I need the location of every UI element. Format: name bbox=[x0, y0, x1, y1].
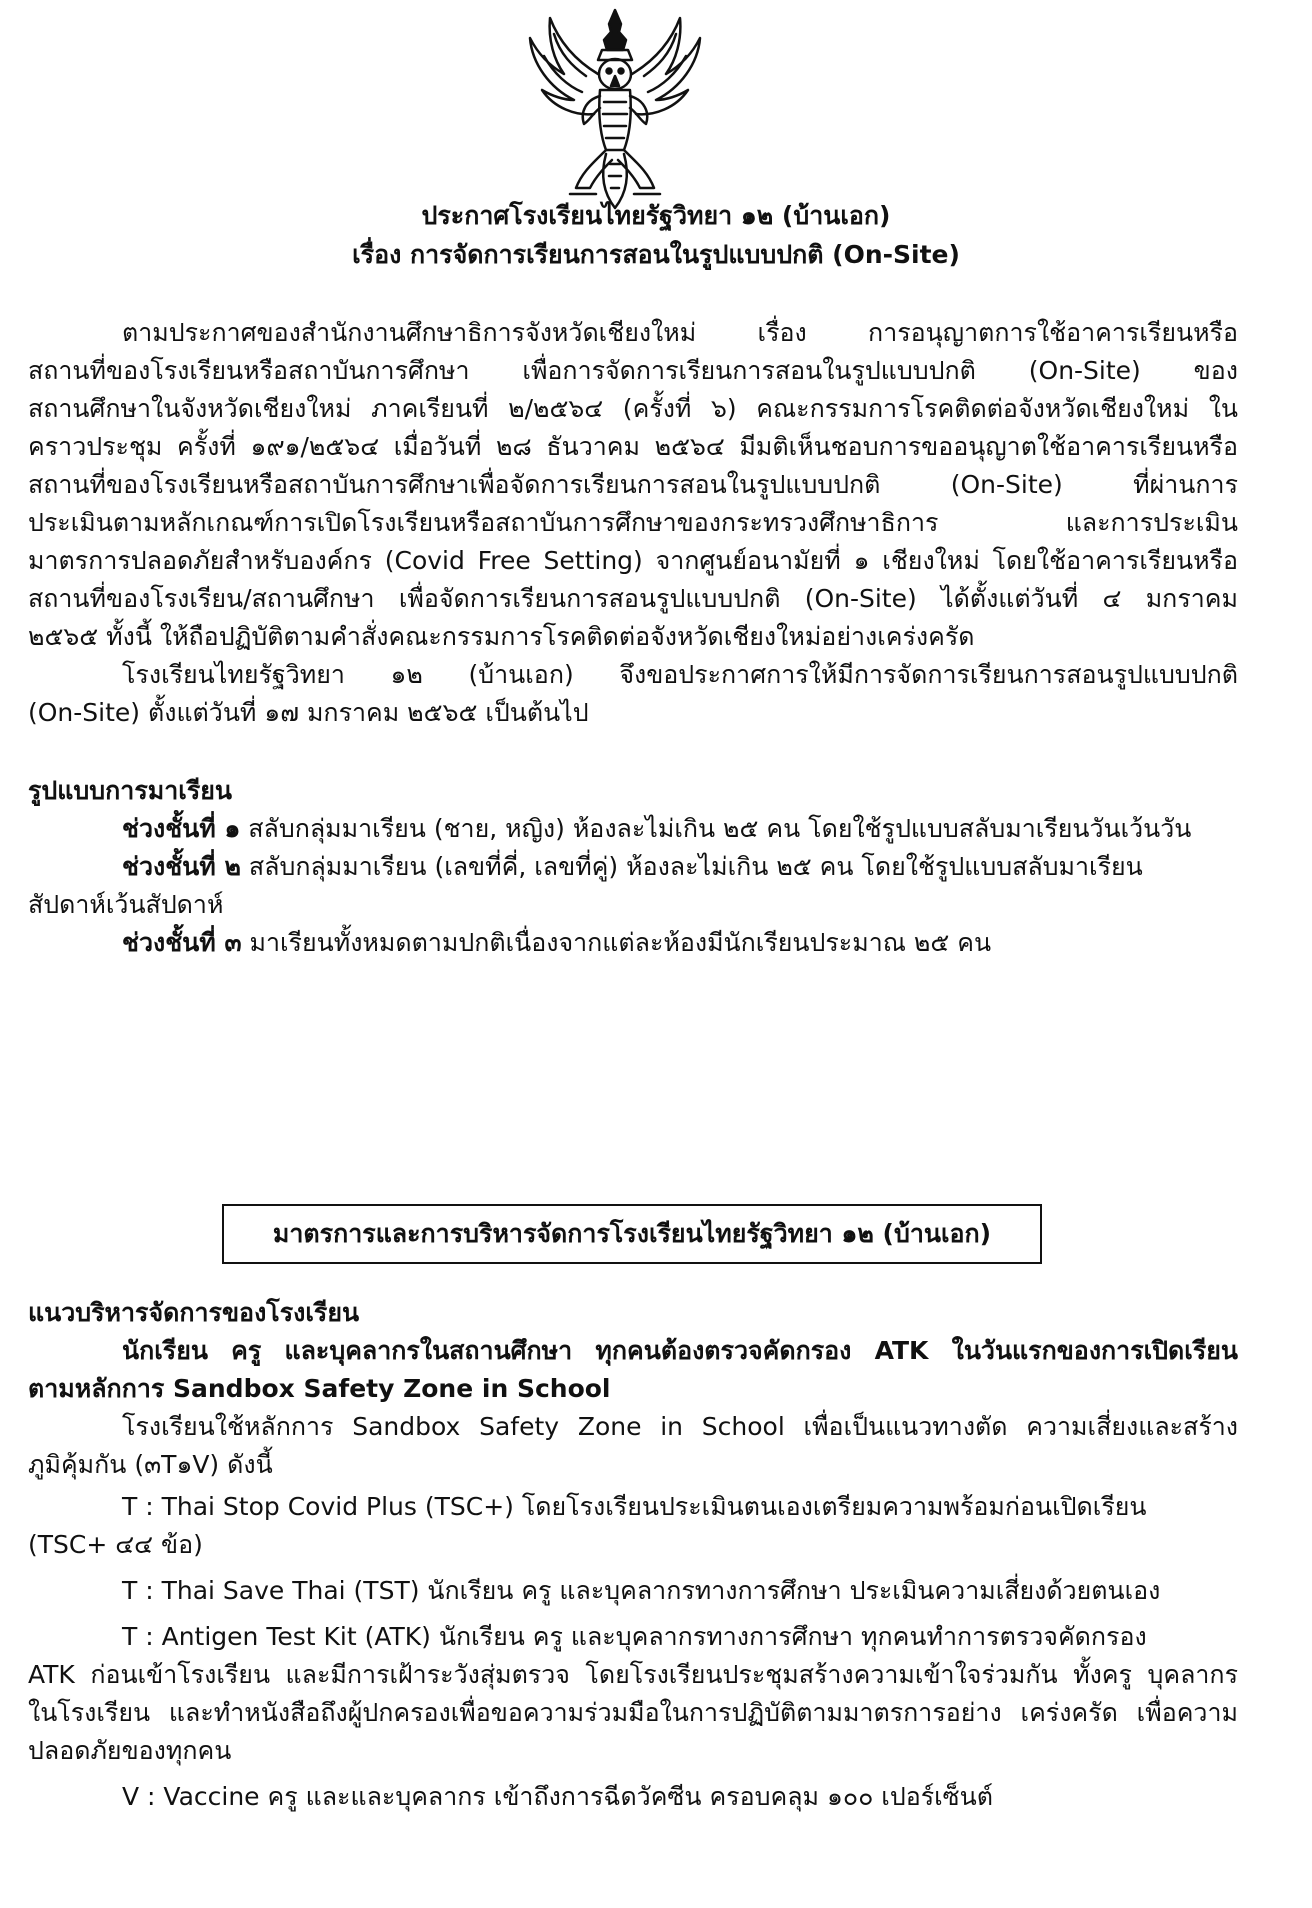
paragraph-line: ประเมินตามหลักเกณฑ์การเปิดโรงเรียนหรือสถาบันการศึกษาของกระทรวงศึกษาธิการ และการประเมิน bbox=[28, 508, 1238, 537]
section-heading-format: รูปแบบการมาเรียน bbox=[28, 776, 232, 805]
phase-2-text: สลับกลุ่มมาเรียน (เลขที่คี่, เลขที่คู่) ห้องละไม่เกิน ๒๕ คน โดยใช้รูปแบบสลับมาเรียน bbox=[240, 852, 1143, 881]
sandbox-principle-line: ตามหลักการ Sandbox Safety Zone in School bbox=[28, 1374, 611, 1403]
phase-3-label: ช่วงชั้นที่ ๓ bbox=[122, 928, 242, 957]
paragraph-line: ปลอดภัยของทุกคน bbox=[28, 1736, 232, 1765]
announcement-subject: เรื่อง การจัดการเรียนการสอนในรูปแบบปกติ (On-Site) bbox=[352, 240, 960, 269]
paragraph-line: สถานที่ของโรงเรียนหรือสถาบันการศึกษา เพื่อการจัดการเรียนการสอนในรูปแบบปกติ (On-Site) ของ bbox=[28, 356, 1238, 385]
measure-t1-continuation: (TSC+ ๔๔ ข้อ) bbox=[28, 1530, 203, 1559]
measure-v-line bbox=[122, 1780, 1238, 1814]
measure-t1-label: T : Thai Stop Covid Plus (TSC+) bbox=[122, 1492, 514, 1521]
paragraph-line: โรงเรียนใช้หลักการ Sandbox Safety Zone in School เพื่อเป็นแนวทางตัด ความเสี่ยงและสร้าง bbox=[122, 1412, 1238, 1441]
measure-v-text: ครู และและบุคลากร เข้าถึงการฉีดวัคซีน ครอบคลุม ๑๐๐ เปอร์เซ็นต์ bbox=[259, 1782, 993, 1811]
phase-2-label: ช่วงชั้นที่ ๒ bbox=[122, 852, 241, 881]
measure-t3-label: T : Antigen Test Kit (ATK) bbox=[122, 1622, 431, 1651]
measure-t2-line bbox=[122, 1574, 1238, 1608]
paragraph-line: สถานศึกษาในจังหวัดเชียงใหม่ ภาคเรียนที่ ๒/๒๕๖๔ (ครั้งที่ ๖) คณะกรรมการโรคติดต่อจังหวัดเชียงใหม่ ใน bbox=[28, 394, 1238, 423]
announcement-title: ประกาศโรงเรียนไทยรัฐวิทยา ๑๒ (บ้านเอก) bbox=[421, 201, 891, 230]
phase-1-line bbox=[122, 812, 1238, 846]
paragraph-line: โรงเรียนไทยรัฐวิทยา ๑๒ (บ้านเอก) จึงขอประกาศการให้มีการจัดการเรียนการสอนรูปแบบปกติ bbox=[122, 660, 1238, 689]
paragraph-line: ๒๕๖๕ ทั้งนี้ ให้ถือปฏิบัติตามคำสั่งคณะกรรมการโรคติดต่อจังหวัดเชียงใหม่อย่างเคร่งครัด bbox=[28, 622, 975, 651]
garuda-emblem-icon bbox=[520, 4, 710, 214]
phase-1-label: ช่วงชั้นที่ ๑ bbox=[122, 814, 241, 843]
measure-t1-line bbox=[122, 1490, 1238, 1524]
paragraph-line: สถานที่ของโรงเรียนหรือสถาบันการศึกษาเพื่อจัดการเรียนการสอนในรูปแบบปกติ (On-Site) ที่ผ่านการ bbox=[28, 470, 1238, 499]
measures-box-title: มาตรการและการบริหารจัดการโรงเรียนไทยรัฐวิทยา ๑๒ (บ้านเอก) bbox=[222, 1204, 1042, 1264]
paragraph-line: (On-Site) ตั้งแต่วันที่ ๑๗ มกราคม ๒๕๖๕ เป็นต้นไป bbox=[28, 698, 589, 727]
paragraph-line: ภูมิคุ้มกัน (๓T๑V) ดังนี้ bbox=[28, 1450, 273, 1479]
phase-3-line bbox=[122, 926, 1238, 960]
paragraph-line: ATK ก่อนเข้าโรงเรียน และมีการเฝ้าระวังสุ่มตรวจ โดยโรงเรียนประชุมสร้างความเข้าใจร่วมกัน ทั้งครู บุคลากร bbox=[28, 1660, 1238, 1689]
paragraph-line: ในโรงเรียน และทำหนังสือถึงผู้ปกครองเพื่อขอความร่วมมือในการปฏิบัติตามมาตรการอย่าง เคร่งครัด เพื่อความ bbox=[28, 1698, 1238, 1727]
paragraph-line: มาตรการปลอดภัยสำหรับองค์กร (Covid Free Setting) จากศูนย์อนามัยที่ ๑ เชียงใหม่ โดยใช้อาคารเรียนหรือ bbox=[28, 546, 1238, 575]
phase-2-line bbox=[122, 850, 1238, 884]
phase-2-continuation: สัปดาห์เว้นสัปดาห์ bbox=[28, 890, 224, 919]
paragraph-line: ตามประกาศของสำนักงานศึกษาธิการจังหวัดเชียงใหม่ เรื่อง การอนุญาตการใช้อาคารเรียนหรือ bbox=[122, 318, 1238, 347]
measure-v-label: V : Vaccine bbox=[122, 1782, 260, 1811]
section-heading-management: แนวบริหารจัดการของโรงเรียน bbox=[28, 1298, 360, 1327]
phase-1-text: สลับกลุ่มมาเรียน (ชาย, หญิง) ห้องละไม่เกิน ๒๕ คน โดยใช้รูปแบบสลับมาเรียนวันเว้นวัน bbox=[240, 814, 1192, 843]
measure-t3-line bbox=[122, 1620, 1238, 1654]
paragraph-line: คราวประชุม ครั้งที่ ๑๙๑/๒๕๖๔ เมื่อวันที่ ๒๘ ธันวาคม ๒๕๖๔ มีมติเห็นชอบการขออนุญาตใช้อาคารเรียนหรือ bbox=[28, 432, 1238, 461]
atk-requirement-line: นักเรียน ครู และบุคลากรในสถานศึกษา ทุกคนต้องตรวจคัดกรอง ATK ในวันแรกของการเปิดเรียน bbox=[122, 1336, 1238, 1365]
measure-t3-text: นักเรียน ครู และบุคลากรทางการศึกษา ทุกคนทำการตรวจคัดกรอง bbox=[430, 1622, 1147, 1651]
measure-t2-label: T : Thai Save Thai (TST) bbox=[122, 1576, 420, 1605]
paragraph-line: สถานที่ของโรงเรียน/สถานศึกษา เพื่อจัดการเรียนการสอนรูปแบบปกติ (On-Site) ได้ตั้งแต่วันที่ ๔ มกราคม bbox=[28, 584, 1238, 613]
measure-t1-text: โดยโรงเรียนประเมินตนเองเตรียมความพร้อมก่อนเปิดเรียน bbox=[513, 1492, 1147, 1521]
phase-3-text: มาเรียนทั้งหมดตามปกติเนื่องจากแต่ละห้องมีนักเรียนประมาณ ๒๕ คน bbox=[241, 928, 992, 957]
measure-t2-text: นักเรียน ครู และบุคลากรทางการศึกษา ประเมินความเสี่ยงด้วยตนเอง bbox=[419, 1576, 1161, 1605]
